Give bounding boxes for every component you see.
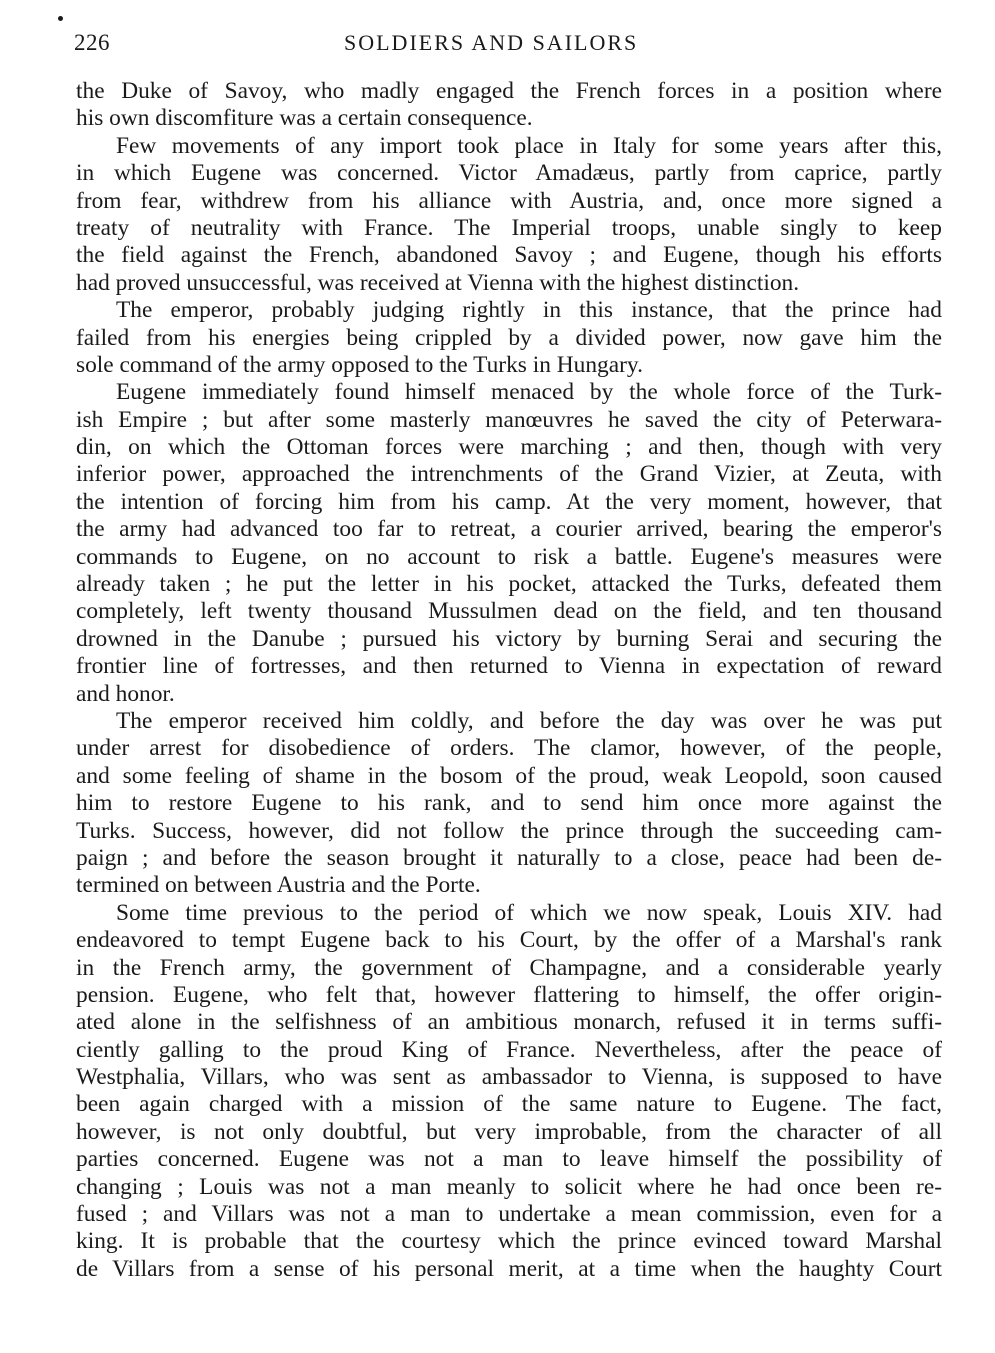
text-line: however, is not only doubtful, but very improbable, from the character of all [76, 1118, 942, 1145]
text-line: treaty of neutrality with France. The Imperial troops, unable singly to keep [76, 214, 942, 241]
text-line: de Villars from a sense of his personal merit, at a time when the haughty Court [76, 1255, 942, 1282]
body-text [76, 78, 942, 1283]
text-line: completely, left twenty thousand Mussulmen dead on the field, and ten thousand [76, 598, 942, 625]
text-line: ated alone in the selfishness of an ambitious monarch, refused it in terms suffi- [76, 1009, 942, 1036]
text-line: ciently galling to the proud King of France. Nevertheless, after the peace of [76, 1036, 942, 1063]
text-line: Westphalia, Villars, who was sent as ambassador to Vienna, is supposed to have [76, 1064, 942, 1091]
text-line: and some feeling of shame in the bosom of the proud, weak Leopold, soon caused [76, 762, 942, 789]
text-line: commands to Eugene, on no account to risk a battle. Eugene's measures were [76, 543, 942, 570]
running-head [74, 30, 944, 60]
text-line: king. It is probable that the courtesy which the prince evinced toward Marshal [76, 1228, 942, 1255]
text-line: Some time previous to the period of which we now speak, Louis XIV. had [116, 899, 942, 926]
text-line: pension. Eugene, who felt that, however flattering to himself, the offer origin- [76, 981, 942, 1008]
ink-dot [58, 16, 63, 21]
text-line: in which Eugene was concerned. Victor Amadæus, partly from caprice, partly [76, 160, 942, 187]
text-line: the army had advanced too far to retreat, a courier arrived, bearing the emperor's [76, 516, 942, 543]
text-line: Eugene immediately found himself menaced by the whole force of the Turk- [116, 379, 942, 406]
text-line: endeavored to tempt Eugene back to his Court, by the offer of a Marshal's rank [76, 927, 942, 954]
text-line: the intention of forcing him from his camp. At the very moment, however, that [76, 488, 942, 515]
text-line: ish Empire ; but after some masterly manœuvres he saved the city of Peterwara- [76, 406, 942, 433]
text-line: parties concerned. Eugene was not a man to leave himself the possibility of [76, 1146, 942, 1173]
text-line: already taken ; he put the letter in his pocket, attacked the Turks, defeated them [76, 571, 942, 598]
text-line: paign ; and before the season brought it naturally to a close, peace had been de- [76, 844, 942, 871]
text-line: The emperor received him coldly, and before the day was over he was put [116, 707, 942, 734]
text-line: sole command of the army opposed to the Turks in Hungary. [76, 351, 643, 378]
text-line: din, on which the Ottoman forces were marching ; and then, though with very [76, 434, 942, 461]
text-line: drowned in the Danube ; pursued his victory by burning Serai and securing the [76, 625, 942, 652]
text-line: his own discomfiture was a certain consequence. [76, 105, 533, 132]
text-line: from fear, withdrew from his alliance with Austria, and, once more signed a [76, 187, 942, 214]
text-line: frontier line of fortresses, and then returned to Vienna in expectation of reward [76, 653, 942, 680]
text-line: The emperor, probably judging rightly in this instance, that the prince had [116, 297, 942, 324]
text-line: Few movements of any import took place in Italy for some years after this, [116, 132, 942, 159]
text-line: been again charged with a mission of the same nature to Eugene. The fact, [76, 1091, 942, 1118]
text-line: fused ; and Villars was not a man to undertake a mean commission, even for a [76, 1201, 942, 1228]
text-line: failed from his energies being crippled by a divided power, now gave him the [76, 324, 942, 351]
text-line: in the French army, the government of Champagne, and a considerable yearly [76, 954, 942, 981]
text-line: had proved unsuccessful, was received at Vienna with the highest distinction. [76, 269, 800, 296]
text-line: him to restore Eugene to his rank, and to send him once more against the [76, 790, 942, 817]
text-line: under arrest for disobedience of orders. The clamor, however, of the people, [76, 735, 942, 762]
text-line: the field against the French, abandoned Savoy ; and Eugene, though his efforts [76, 242, 942, 269]
text-line: changing ; Louis was not a man meanly to solicit where he had once been re- [76, 1173, 942, 1200]
running-title: SOLDIERS AND SAILORS [344, 30, 639, 55]
text-line: the Duke of Savoy, who madly engaged the French forces in a position where [76, 78, 942, 104]
text-line: termined on between Austria and the Porte. [76, 872, 481, 899]
page-number: 226 [74, 30, 110, 55]
text-line: inferior power, approached the intrenchments of the Grand Vizier, at Zeuta, with [76, 461, 942, 488]
text-line: Turks. Success, however, did not follow the prince through the succeeding cam- [76, 817, 942, 844]
text-line: and honor. [76, 680, 175, 707]
